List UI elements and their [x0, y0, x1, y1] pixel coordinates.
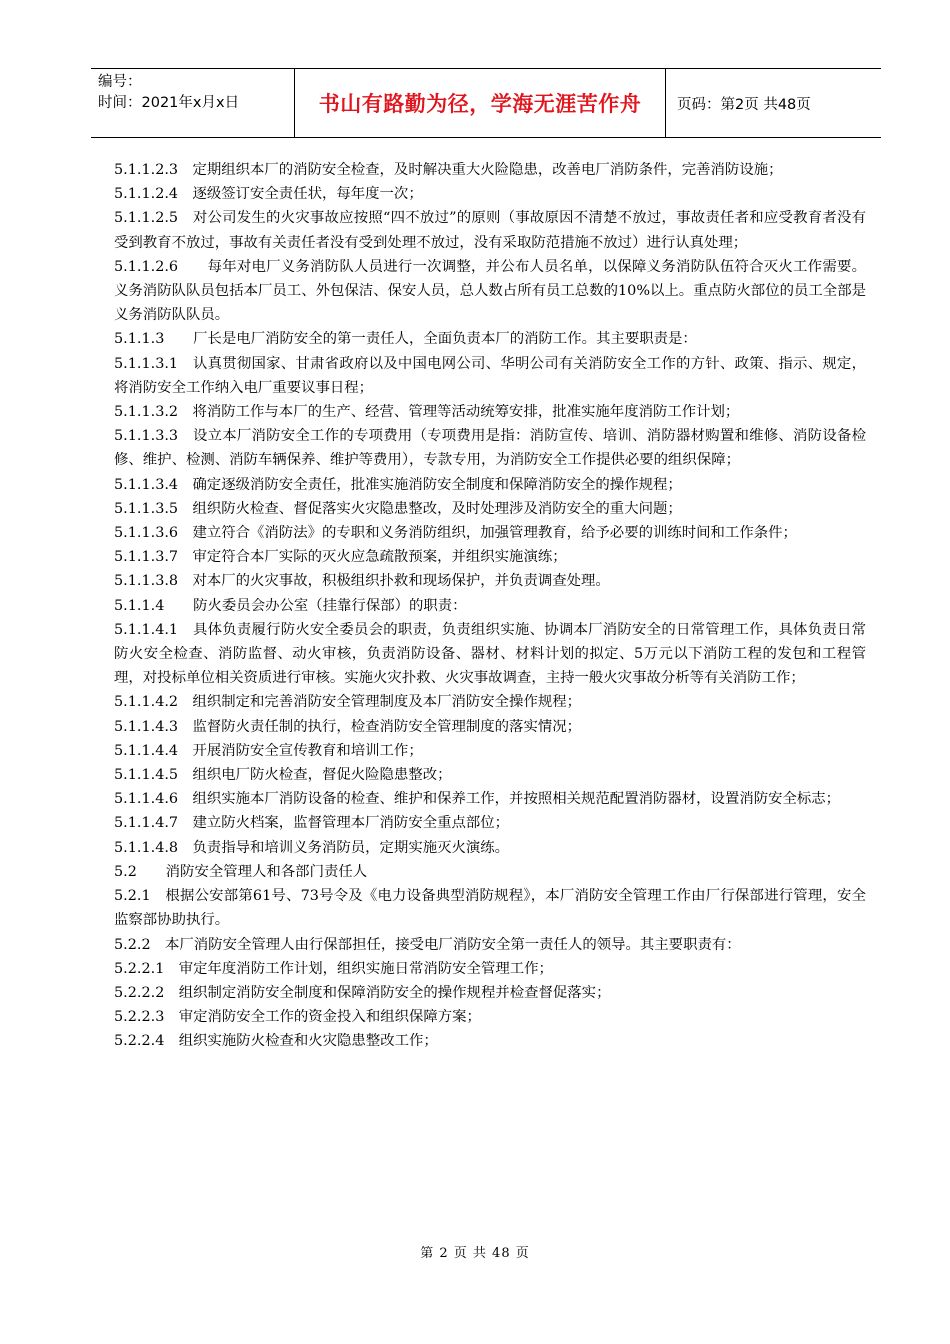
clause-paragraph: 5.1.1.3.3 设立本厂消防安全工作的专项费用（专项费用是指：消防宣传、培训、消防器材购置和维修、消防设备检修、维护、检测、消防车辆保养、维护等费用），专款专用，为消防安全工作提供必要的组织保障；: [114, 428, 866, 469]
clause-paragraph: 5.1.1.4.8 负责指导和培训义务消防员，定期实施灭火演练。: [114, 839, 510, 856]
clause-paragraph: 5.1.1.4.1 具体负责履行防火安全委员会的职责，负责组织实施、协调本厂消防安全的日常管理工作，具体负责日常防火安全检查、消防监督、动火审核，负责消防设备、器材、材料计划的拟定、5万元以下消防工程的发包和工程管理，对投标单位相关资质进行审核。实施火灾扑救、火灾事故调查，主持一般火灾事故分析等有关消防工作；: [114, 621, 866, 687]
clause-paragraph: 5.2.2.2 组织制定消防安全制度和保障消防安全的操作规程并检查督促落实；: [114, 984, 611, 1001]
clause-paragraph: 5.2.2.3 审定消防安全工作的资金投入和组织保障方案；: [114, 1009, 481, 1026]
clause-paragraph: 5.1.1.3.7 审定符合本厂实际的灭火应急疏散预案，并组织实施演练；: [114, 549, 567, 566]
page-footer: 第 2 页 共 48 页: [420, 1246, 530, 1261]
clause-paragraph: 5.1.1.3.4 确定逐级消防安全责任，批准实施消防安全制度和保障消防安全的操作规程；: [114, 476, 682, 493]
clause-paragraph: 5.1.1.4 防火委员会办公室（挂靠行保部）的职责：: [114, 597, 467, 614]
clause-paragraph: 5.1.1.3.1 认真贯彻国家、甘肃省政府以及中国电网公司、华明公司有关消防安全工作的方针、政策、指示、规定，将消防安全工作纳入电厂重要议事日程；: [114, 355, 866, 396]
clause-paragraph: 5.1.1.2.5 对公司发生的火灾事故应按照“四不放过”的原则（事故原因不清楚不放过，事故责任者和应受教育者没有受到教育不放过，事故有关责任者没有受到处理不放过，没有采取防范措施不放过）进行认真处理；: [114, 210, 866, 251]
header-page-code: 页码：第2页 共48页: [677, 96, 811, 113]
document-body: [114, 158, 866, 1054]
clause-paragraph: 5.1.1.3.2 将消防工作与本厂的生产、经营、管理等活动统筹安排，批准实施年度消防工作计划；: [114, 404, 740, 421]
header-time: 时间：2021年x月x日: [98, 95, 240, 111]
clause-paragraph: 5.1.1.4.7 建立防火档案，监督管理本厂消防安全重点部位；: [114, 815, 510, 832]
header-meta: [91, 69, 294, 137]
clause-paragraph: 5.1.1.2.4 逐级签订安全责任状，每年度一次；: [114, 186, 423, 203]
clause-paragraph: 5.2 消防安全管理人和各部门责任人: [114, 863, 368, 880]
clause-paragraph: 5.2.2 本厂消防安全管理人由行保部担任，接受电厂消防安全第一责任人的领导。其主要职责有：: [114, 936, 741, 953]
clause-paragraph: 5.2.2.4 组织实施防火检查和火灾隐患整改工作；: [114, 1033, 438, 1050]
page-header: [91, 68, 881, 138]
clause-paragraph: 5.1.1.3.8 对本厂的火灾事故，积极组织扑救和现场保护，并负责调查处理。: [114, 573, 610, 590]
clause-paragraph: 5.2.2.1 审定年度消防工作计划，组织实施日常消防安全管理工作；: [114, 960, 553, 977]
clause-paragraph: 5.1.1.3.5 组织防火检查、督促落实火灾隐患整改，及时处理涉及消防安全的重大问题；: [114, 500, 682, 517]
clause-paragraph: 5.1.1.2.3 定期组织本厂的消防安全检查，及时解决重大火险隐患，改善电厂消防条件，完善消防设施；: [114, 162, 783, 178]
clause-paragraph: 5.1.1.3 厂长是电厂消防安全的第一责任人，全面负责本厂的消防工作。其主要职责是：: [114, 331, 697, 348]
clause-paragraph: 5.1.1.4.4 开展消防安全宣传教育和培训工作；: [114, 742, 423, 759]
header-number-label: 编号：: [98, 74, 142, 90]
clause-paragraph: 5.2.1 根据公安部第61号、73号令及《电力设备典型消防规程》，本厂消防安全管理工作由厂行保部进行管理，安全监察部协助执行。: [114, 888, 866, 929]
clause-paragraph: 5.1.1.2.6 每年对电厂义务消防队人员进行一次调整，并公布人员名单，以保障义务消防队伍符合灭火工作需要。义务消防队队员包括本厂员工、外包保洁、保安人员，总人数占所有员工总数的10%以上。重点防火部位的员工全部是义务消防队队员。: [114, 258, 866, 324]
clause-paragraph: 5.1.1.4.2 组织制定和完善消防安全管理制度及本厂消防安全操作规程；: [114, 694, 582, 711]
clause-paragraph: 5.1.1.4.3 监督防火责任制的执行，检查消防安全管理制度的落实情况；: [114, 718, 582, 735]
clause-paragraph: 5.1.1.4.6 组织实施本厂消防设备的检查、维护和保养工作，并按照相关规范配置消防器材，设置消防安全标志；: [114, 791, 841, 808]
header-motto: 书山有路勤为径，学海无涯苦作舟: [294, 69, 666, 137]
clause-paragraph: 5.1.1.3.6 建立符合《消防法》的专职和义务消防组织，加强管理教育，给予必要的训练时间和工作条件；: [114, 525, 797, 542]
clause-paragraph: 5.1.1.4.5 组织电厂防火检查，督促火险隐患整改；: [114, 767, 452, 784]
